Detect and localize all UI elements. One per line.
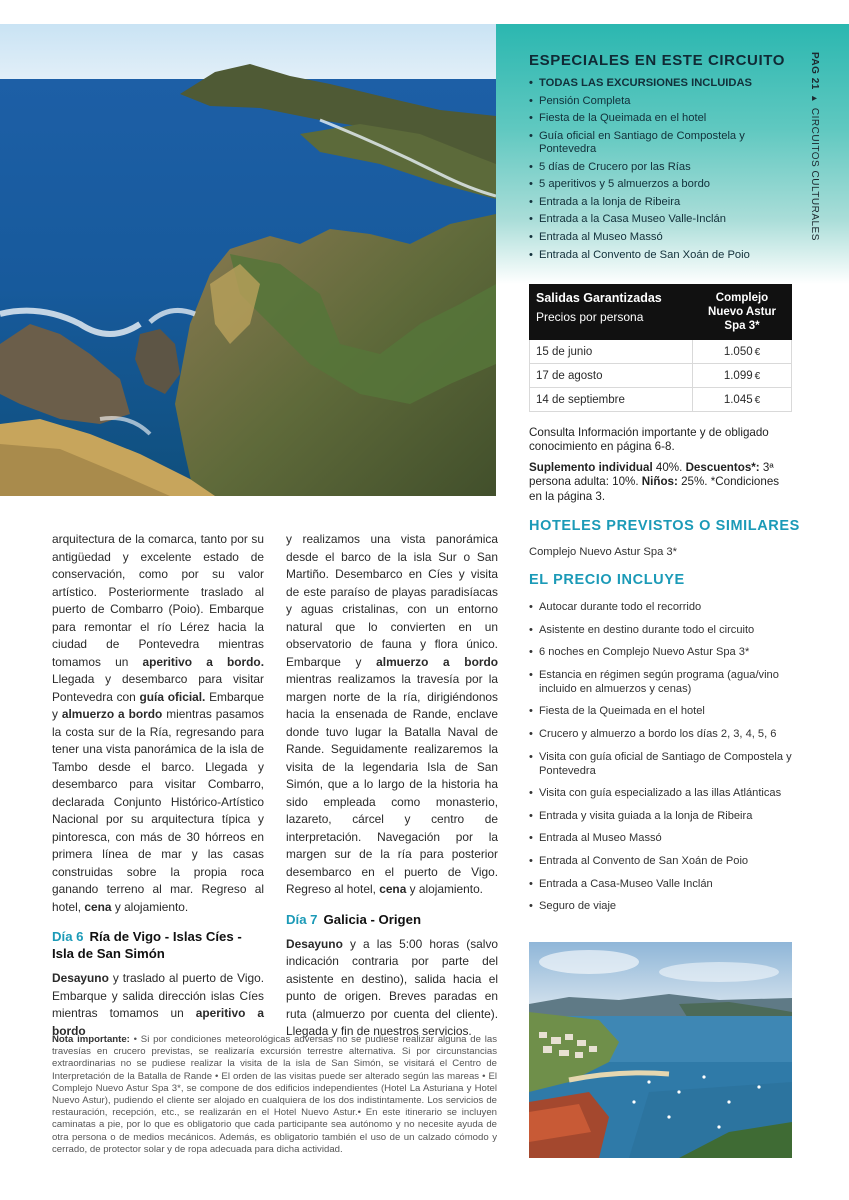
list-item: • Fiesta de la Queimada en el hotel [529,704,799,718]
header-hotel: Complejo Nuevo Astur Spa 3* [693,285,792,340]
list-item: • Visita con guía especializado a las illas Atlánticas [529,786,799,800]
list-item: • Entrada y visita guiada a la lonja de Ribeira [529,809,799,823]
page-number: PAG 21 [809,52,820,90]
bold-text: aperitivo a bordo. [142,654,264,669]
price-value: 1.045 [723,393,753,406]
info-block [529,426,795,510]
price-value: 1.050 [723,345,753,358]
price-cell [693,388,792,412]
page-section-tab [800,52,820,241]
list-item: • 6 noches en Complejo Nuevo Astur Spa 3* [529,645,799,659]
supplements-text [529,461,795,504]
precio-incluye-title: EL PRECIO INCLUYE [529,572,685,588]
currency: € [754,346,761,358]
table-header-row [530,285,792,340]
list-item: • Entrada a Casa-Museo Valle Inclán [529,877,799,891]
bold-text: cena [84,899,112,914]
list-item: • Asistente en destino durante todo el circuito [529,623,799,637]
list-item: • 5 días de Crucero por las Rías [529,161,789,174]
body-column-left [52,531,264,1049]
departure-date: 15 de junio [530,340,693,364]
note-text: • Si por condiciones meteorológicas adversas no se pudiese realizar alguna de las travesías en crucero previstas, se realizaría excursión terrestre alternativa. Si por circunstancias extraordinarias no se pudiese realizar la visita de la isla de San Simón, se visitará el Centro de Interpretación de la Batalla de Rande • El orden de las visitas puede ser alterado según las mareas • El Complejo Nuevo Astur Spa 3*, se compone de dos edificios independientes (Hotel La Asturiana y Hotel Nuevo Astur), pudiendo el cliente ser alojado en cualquiera de los dos indistintamente. Los servicios de restauración, recepción, etc., se realizarán en el Hotel Nuevo Astur.• En este itinerario se incluyen caminatas a pie, por lo que es obligatorio que cada participante sea autónomo y no necesite ayuda de otra persona o de medios mecánicos. Además, es obligatorio también el uso de un calzado cómodo y cerrado, de protector solar y de ropa adecuada para dicha actividad. [52,1034,498,1155]
text-run: y alojamiento. [406,882,483,896]
header-departures-main: Salidas Garantizadas [536,291,662,305]
list-item: • Entrada al Museo Massó [529,831,799,845]
text-run: arquitectura de la comarca, tanto por su antigüedad y excelente estado de conservación, como por su valor artístico. Posteriormente traslado al puerto de Combarro (Poio). Embarque para remontar el río Lérez hacia la ciudad de Pontevedra mientras tomamos un [52,532,264,669]
bold-text: guía oficial. [139,689,206,704]
list-item: • Estancia en régimen según programa (agua/vino incluido en almuerzos y cenas) [529,668,799,696]
hoteles-title: HOTELES PREVISTOS O SIMILARES [529,518,800,534]
bold-text: almuerzo a bordo [61,707,163,721]
day-6-heading [52,928,264,962]
list-item: • Visita con guía oficial de Santiago de Compostela y Pontevedra [529,750,799,778]
especiales-list [529,77,789,262]
table-row [530,340,792,364]
day-title: Galicia - Origen [323,911,422,927]
text-run: Llegada y desembarco para visitar Pontevedra con [52,672,264,704]
paragraph [52,970,264,1040]
list-item: • Entrada a la Casa Museo Valle-Inclán [529,213,789,226]
list-item: • 5 aperitivos y 5 almuerzos a bordo [529,178,789,191]
descuentos-value: 3ª persona adulta: 10%. [529,460,774,489]
departure-date: 14 de septiembre [530,388,693,412]
header-departures-sub: Precios por persona [536,310,644,324]
list-item: • Seguro de viaje [529,899,799,913]
day-number: Día 7 [286,911,318,927]
tab-arrow-icon: ▸ [809,93,820,108]
list-item: • Autocar durante todo el recorrido [529,600,799,614]
list-item: • Entrada al Museo Massó [529,231,789,244]
departure-date: 17 de agosto [530,364,693,388]
day-number: Día 6 [52,929,84,944]
cliffs-illustration [0,24,496,496]
bold-text: cena [379,882,407,896]
village-photo [529,942,792,1158]
currency: € [754,394,761,406]
important-note [52,1034,497,1156]
especiales-box [529,52,789,266]
text-run: Embarque y [52,689,264,721]
village-illustration [529,942,792,1158]
suplemento-label: Suplemento individual [529,460,653,474]
day-7-heading [286,911,498,928]
price-cell [693,364,792,388]
day-title: Ría de Vigo - Islas Cíes - Isla de San Simón [52,929,242,961]
price-cell [693,340,792,364]
list-item: • TODAS LAS EXCURSIONES INCLUIDAS [529,77,789,90]
list-item: • Pensión Completa [529,95,789,108]
consulta-text: Consulta Información importante y de obligado conocimiento en página 6-8. [529,426,769,454]
list-item: • Entrada al Convento de San Xoán de Poio [529,249,789,262]
hotel-name: Complejo Nuevo Astur Spa 3* [529,546,678,558]
body-column-right [286,531,498,1050]
precio-incluye-list [529,600,799,922]
paragraph [286,531,498,899]
price-value: 1.099 [723,369,753,382]
especiales-title: ESPECIALES EN ESTE CIRCUITO [529,52,785,69]
cliffs-photo [0,24,496,496]
text-run: mientras realizamos la travesía por la margen norte de la ría, dirigiéndonos hacia la ensenada de Rande, enclave donde tuvo lugar la Batalla Naval de Rande. Seguidamente realizaremos la visita de la legendaria Isla de San Simón, que a lo largo de la historia ha sido empleada como monasterio, lazareto, cárcel y centro de interpretación. Navegación por la margen sur de la ría para posterior desembarco en el puerto de Vigo. Regreso al hotel, [286,672,498,896]
descuentos-label: Descuentos*: [685,460,760,474]
text-run: y a las 5:00 horas (salvo indicación contraria por parte del asistente en destino), salida hacia el punto de origen. Breves paradas en ruta (almuerzo por cuenta del cliente). Llegada y fin de nuestros servicios. [286,936,498,1038]
paragraph [286,936,498,1041]
list-item: • Fiesta de la Queimada en el hotel [529,112,789,125]
note-label: Nota importante: [52,1034,130,1045]
currency: € [754,370,761,382]
text-run: y traslado al puerto de Vigo. Embarque y salida dirección islas Cíes mientras tomamos un [52,971,264,1020]
bold-text: Desayuno [286,936,343,951]
list-item: • Entrada al Convento de San Xoán de Poio [529,854,799,868]
bold-text: Desayuno [52,971,109,985]
table-row [530,364,792,388]
list-item: • Crucero y almuerzo a bordo los días 2, 3, 4, 5, 6 [529,727,799,741]
text-run: y alojamiento. [111,899,189,914]
price-table [529,284,792,412]
bold-text: almuerzo a bordo [376,654,498,669]
bold-text: aperitivo a bordo [52,1006,264,1038]
suplemento-value: 40%. [652,460,686,474]
section-name: CIRCUITOS CULTURALES [809,107,820,241]
header-departures [530,285,693,340]
paragraph [52,531,264,916]
text-run: y realizamos una vista panorámica desde el barco de la isla Sur o San Martiño. Desembarco en Cíes y visita de este paraíso de playas paradisíacas y aguas cristalinas, con un entorno natural que lo convierten en un observatorio de fauna y flora único. Embarque y [286,532,498,669]
list-item: • Entrada a la lonja de Ribeira [529,196,789,209]
list-item: • Guía oficial en Santiago de Compostela y Pontevedra [529,130,789,156]
table-row [530,388,792,412]
ninos-value: 25%. *Condiciones en la página 3. [529,475,780,503]
ninos-label: Niños: [641,475,678,489]
text-run: mientras pasamos la costa sur de la Ría, regresando para tener una vista panorámica de la isla de Tambo desde el barco. Llegada y desembarco para visitar Combarro, declarada Conjunto Histórico-Artístico Nacional por su arquitectura típica y pintoresca, con más de 30 hórreos en primera línea de mar y las casas construidas sobre la propia roca ganando terreno al mar. Regreso al hotel, [52,707,265,914]
